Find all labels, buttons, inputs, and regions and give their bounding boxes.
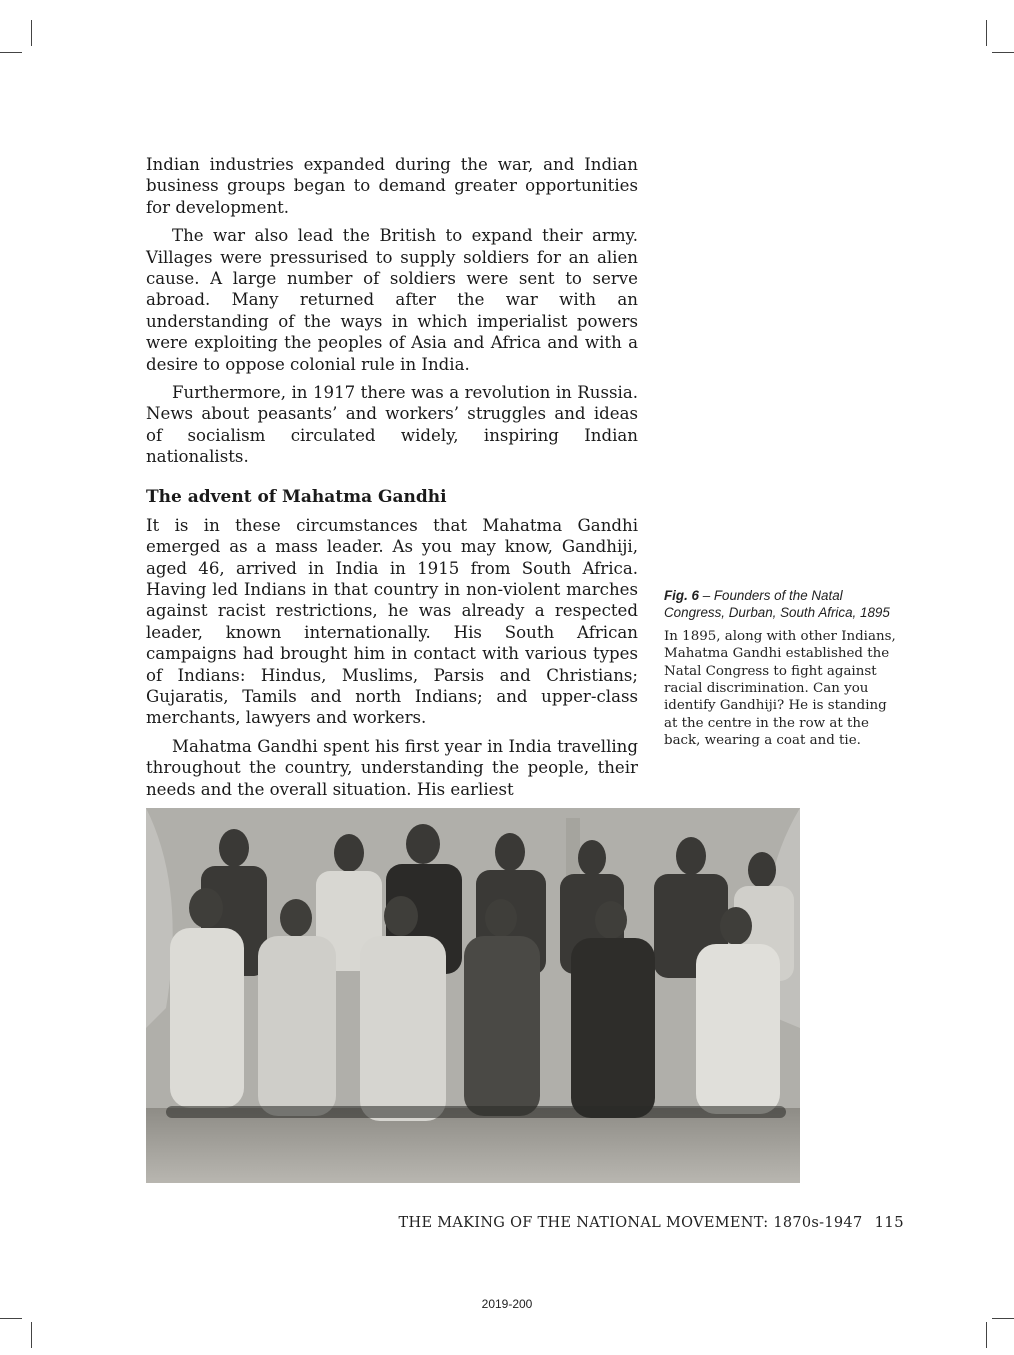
- crop-mark: [31, 20, 32, 46]
- photograph-illustration: [146, 808, 800, 1183]
- page-number: 115: [874, 1213, 904, 1231]
- paragraph: Indian industries expanded during the war, and Indian business groups began to demand greater opportunities for development.: [146, 155, 638, 217]
- crop-mark: [992, 52, 1014, 53]
- running-title: THE MAKING OF THE NATIONAL MOVEMENT: 1870s-1947: [398, 1215, 863, 1231]
- print-code: 2019-200: [481, 1297, 533, 1311]
- main-text-column: [146, 154, 638, 807]
- section-heading: The advent of Mahatma Gandhi: [146, 486, 447, 507]
- paragraph: Mahatma Gandhi spent his first year in India travelling throughout the country, understanding the people, their needs and the overall situation. His earliest: [146, 736, 638, 799]
- paragraph: Furthermore, in 1917 there was a revolution in Russia. News about peasants’ and workers’ struggles and ideas of socialism circulated widely, inspiring Indian nationalists.: [146, 383, 638, 467]
- paragraph: The war also lead the British to expand their army. Villages were pressurised to supply soldiers for an alien cause. A large number of soldiers were sent to serve abroad. Many returned after the war with an understanding of the ways in which imperialist powers were exploiting the peoples of Asia and Africa and with a desire to oppose colonial rule in India.: [146, 226, 638, 374]
- figure-label: Fig. 6: [664, 588, 699, 603]
- crop-mark: [0, 52, 22, 53]
- figure-title: – Founders of the Natal Congress, Durban, South Africa, 1895: [664, 588, 890, 621]
- figure-caption: [664, 587, 904, 622]
- crop-mark: [31, 1322, 32, 1348]
- crop-mark: [986, 20, 987, 46]
- figure-description: In 1895, along with other Indians, Mahatma Gandhi established the Natal Congress to fight against racial discrimination. Can you identify Gandhiji? He is standing at the centre in the row at the back, wearing a coat and tie.: [664, 628, 896, 749]
- historical-group-photograph: [146, 808, 800, 1183]
- running-footer: [399, 1213, 904, 1231]
- paragraph: It is in these circumstances that Mahatma Gandhi emerged as a mass leader. As you may know, Gandhiji, aged 46, arrived in India in 1915 from South Africa. Having led Indians in that country in non-violent marches against racist restrictions, he was already a respected leader, known internationally. His South African campaigns had brought him in contact with various types of Indians: Hindus, Muslims, Parsis and Christians; Gujaratis, Tamils and north Indians; and upper-class merchants, lawyers and workers.: [146, 515, 638, 728]
- crop-mark: [0, 1318, 22, 1319]
- figure-caption-sidebar: [664, 587, 904, 750]
- crop-mark: [992, 1318, 1014, 1319]
- crop-mark: [986, 1322, 987, 1348]
